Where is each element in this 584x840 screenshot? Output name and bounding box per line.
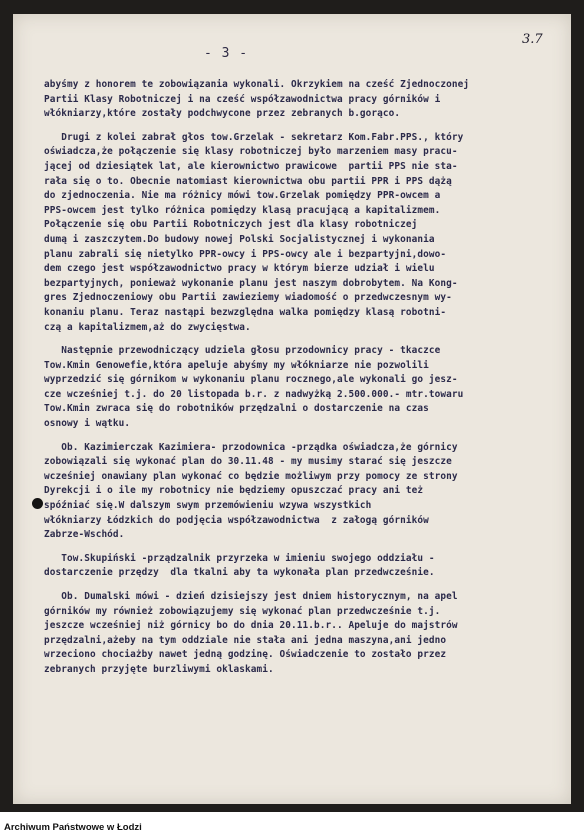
archive-page-mark: 3.7 (522, 32, 543, 47)
paragraph-6: Ob. Dumalski mówi - dzień dzisiejszy jest dniem historycznym, na apel górników my również zobowiązujemy się wykonać plan przedwcześnie t.j. jeszcze wcześniej niż górnicy bo do dnia 20.11.b.r.. Apeluje do majstrów przędzalni,ażeby na tym oddziale nie stała ani jedna maszyna,ani jedno wrzeciono chociażby nawet jedną godzinę. Oświadczenie to zostało przez zebranych przyjęte burzliwymi oklaskami. (44, 591, 458, 675)
archive-name: Archiwum Państwowe w Łodzi (4, 822, 142, 833)
paragraph-5: Tow.Skupiński -prządzalnik przyrzeka w imieniu swojego oddziału - dostarczenie przędzy dla tkalni aby ta wykonała plan przedwcześnie. (44, 552, 435, 579)
page-number: - 3 - (204, 46, 249, 61)
paragraph-2: Drugi z kolei zabrał głos tow.Grzelak - sekretarz Kom.Fabr.PPS., który oświadcza,że połączenie się klasy robotniczej było marzeniem masy pracu- jącej od dziesiątek lat, ale kierownictwo prawicowe partii PPS nie sta- rała się o to. Obecnie natomiast kierownictwa obu partii PPR i PPS dążą do zjednoczenia. Nie ma różnicy mówi tow.Grzelak pomiędzy PPR-owcem a PPS-owcem jest tylko różnica pomiędzy klasą pracującą a kapitalizmem. Połączenie się obu Partii Robotniczych jest dla klasy robotniczej dumą i zaszczytem.Do budowy nowej Polski Socjalistycznej i wykonania planu zabrali się nietylko PPR-owcy i PPS-owcy ale i bezpartyjni,dowo- dem czego jest współzawodnictwo pracy w którym bierze udział i wielu bezpartyjnych, ponieważ wykonanie planu jest naszym dobrobytem. Na Kong- gres Zjednoczeniowy obu Partii zawieziemy wiadomość o przedwczesnym wy- konaniu planu. Teraz nastąpi bezwzględna walka pomiędzy klasą robotni- czą a kapitalizmem,aż do zwycięstwa. (44, 131, 464, 333)
paragraph-3: Następnie przewodniczący udziela głosu przodownicy pracy - tkaczce Tow.Kmin Genowefie,która apeluje abyśmy my włókniarze nie pozwolili wyprzedzić się górnikom w wykonaniu planu rocznego,ale wykonali go jesz- cze wcześniej t.j. do 20 listopada b.r. z nadwyżką 2.500.000.- mtr.towaru Tow.Kmin zwraca się do robotników przędzalni o dostarczenie na czas osnowy i wątku. (44, 345, 464, 430)
paragraph-4: Ob. Kazimierczak Kazimiera- przodownica -prządka oświadcza,że górnicy zobowiązali się wykonać plan do 30.11.48 - my musimy starać się jeszcze wcześniej onawiany plan wykonać co będzie możliwym przy pomocy ze strony Dyrekcji i o ile my robotnicy nie będziemy opuszczać pracy ani też spóźniać się.W dalszym swym przemówieniu wzywa wszystkich włókniarzy Łódzkich do podjęcia współzawodnictwa z załogą górników Zabrze-Wschód. (44, 441, 458, 541)
typed-text (44, 78, 548, 687)
paragraph-1: abyśmy z honorem te zobowiązania wykonali. Okrzykiem na cześć Zjednoczonej Partii Klasy Robotniczej i na cześć współzawodnictwa pracy górników i włókniarzy,które zostały podchwycone przez zebranych b.gorąco. (44, 79, 470, 120)
punch-hole (32, 498, 43, 509)
